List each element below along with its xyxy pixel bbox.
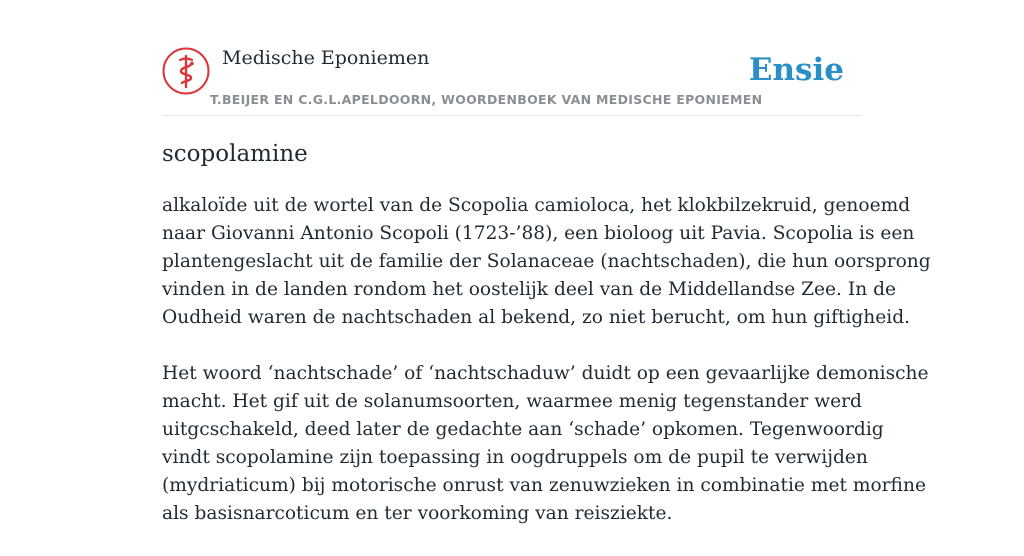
definition-line: plantengeslacht uit de familie der Solanaceae (nachtschaden), die hun oorsprong	[162, 251, 931, 272]
definition-line: vindt scopolamine zijn toepassing in oogdruppels om de pupil te verwijden	[162, 447, 868, 468]
source-title[interactable]: Medische Eponiemen	[222, 47, 430, 69]
definition-line: Het woord ‘nachtschade’ of ‘nachtschaduw’ duidt op een gevaarlijke demonische	[162, 363, 929, 384]
brand-logo[interactable]: Ensie	[748, 52, 844, 88]
definition-line: uitgcschakeld, deed later de gedachte aan ‘schade’ opkomen. Tegenwoordig	[162, 419, 884, 440]
definition-line: (mydriaticum) bij motorische onrust van zenuwzieken in combinatie met morfine	[162, 475, 926, 496]
definition	[162, 192, 931, 556]
headword: scopolamine	[162, 141, 308, 167]
page	[162, 0, 931, 524]
definition-line: naar Giovanni Antonio Scopoli (1723-’88), een bioloog uit Pavia. Scopolia is een	[162, 223, 915, 244]
definition-paragraph	[162, 360, 929, 528]
definition-line: macht. Het gif uit de solanumsoorten, waarmee menig tegenstander werd	[162, 391, 862, 412]
definition-line: vinden in de landen rondom het oostelijk deel van de Middellandse Zee. In de	[162, 279, 897, 300]
definition-line: Oudheid waren de nachtschaden al bekend, zo niet berucht, om hun giftigheid.	[162, 307, 911, 328]
definition-line: alkaloïde uit de wortel van de Scopolia camioloca, het klokbilzekruid, genoemd	[162, 195, 911, 216]
definition-paragraph	[162, 192, 931, 332]
caduceus-icon[interactable]	[162, 47, 210, 95]
source-subtitle: T.BEIJER EN C.G.L.APELDOORN, WOORDENBOEK VAN MEDISCHE EPONIEMEN	[210, 92, 763, 107]
header-divider	[162, 115, 862, 116]
definition-line: als basisnarcoticum en ter voorkoming van reisziekte.	[162, 503, 673, 524]
